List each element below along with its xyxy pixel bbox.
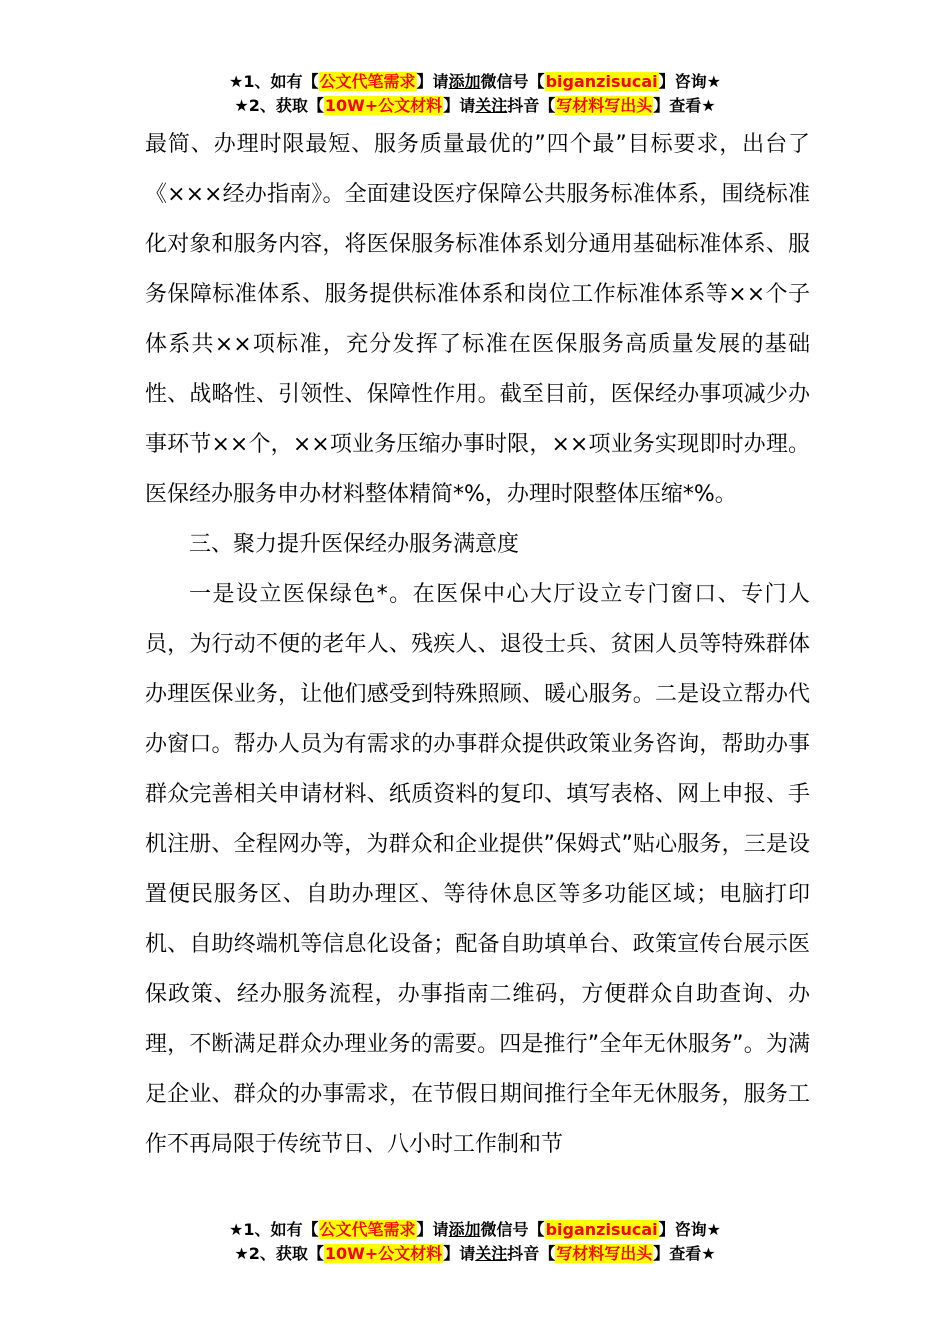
banner-line-1 xyxy=(0,1218,950,1242)
section-heading: 三、聚力提升医保经办服务满意度 xyxy=(189,532,520,557)
banner-text: 】请 xyxy=(416,72,449,91)
highlight-account: 写材料写出头 xyxy=(556,96,653,115)
banner-text: 】请 xyxy=(443,96,476,115)
header-banner xyxy=(0,70,950,118)
banner-line-2 xyxy=(0,1242,950,1266)
banner-text: 】请 xyxy=(443,1244,476,1263)
highlight-materials: 10W+公文材料 xyxy=(324,1244,443,1263)
highlight-account: 写材料写出头 xyxy=(556,1244,653,1263)
banner-emphasis: 关注 xyxy=(475,96,508,115)
banner-text: 抖音【 xyxy=(507,1244,556,1263)
banner-text: 抖音【 xyxy=(507,96,556,115)
banner-text: ★2、获取【 xyxy=(234,96,324,115)
footer-banner xyxy=(0,1218,950,1266)
banner-text: 】请 xyxy=(416,1220,449,1239)
banner-text: ★1、如有【 xyxy=(229,72,319,91)
document-body xyxy=(145,120,810,1170)
banner-emphasis: 关注 xyxy=(475,1244,508,1263)
banner-text: 】咨询★ xyxy=(658,72,721,91)
highlight-materials: 10W+公文材料 xyxy=(324,96,443,115)
highlight-service: 公文代笔需求 xyxy=(319,72,416,91)
highlight-wechat-id: biganzisucai xyxy=(545,72,658,91)
banner-text: ★2、获取【 xyxy=(234,1244,324,1263)
banner-text: 】查看★ xyxy=(653,96,716,115)
banner-text: 微信号【 xyxy=(480,1220,545,1239)
banner-line-2 xyxy=(0,94,950,118)
banner-line-1 xyxy=(0,70,950,94)
banner-emphasis: 添加 xyxy=(448,72,481,91)
body-paragraph: 最简、办理时限最短、服务质量最优的”四个最”目标要求，出台了《×××经办指南》。全面建设医疗保障公共服务标准体系，围绕标准化对象和服务内容，将医保服务标准体系划分通用基础标准体系、服务保障标准体系、服务提供标准体系和岗位工作标准体系等××个子体系共××项标准，充分发挥了标准在医保服务高质量发展的基础性、战略性、引领性、保障性作用。截至目前，医保经办事项减少办事环节××个，××项业务压缩办事时限，××项业务实现即时办理。医保经办服务申办材料整体精简*%，办理时限整体压缩*%。 xyxy=(145,132,810,507)
banner-emphasis: 添加 xyxy=(448,1220,481,1239)
banner-text: 微信号【 xyxy=(480,72,545,91)
highlight-service: 公文代笔需求 xyxy=(319,1220,416,1239)
highlight-wechat-id: biganzisucai xyxy=(545,1220,658,1239)
banner-text: 】查看★ xyxy=(653,1244,716,1263)
banner-text: ★1、如有【 xyxy=(229,1220,319,1239)
banner-text: 】咨询★ xyxy=(658,1220,721,1239)
body-paragraph: 一是设立医保绿色*。在医保中心大厅设立专门窗口、专门人员，为行动不便的老年人、残疾人、退役士兵、贫困人员等特殊群体办理医保业务，让他们感受到特殊照顾、暖心服务。二是设立帮办代办窗口。帮办人员为有需求的办事群众提供政策业务咨询，帮助办事群众完善相关申请材料、纸质资料的复印、填写表格、网上申报、手机注册、全程网办等，为群众和企业提供”保姆式”贴心服务，三是设置便民服务区、自助办理区、等待休息区等多功能区域；电脑打印机、自助终端机等信息化设备；配备自助填单台、政策宣传台展示医保政策、经办服务流程，办事指南二维码，方便群众自助查询、办理，不断满足群众办理业务的需要。四是推行”全年无休服务”。为满足企业、群众的办事需求，在节假日期间推行全年无休服务，服务工作不再局限于传统节日、八小时工作制和节 xyxy=(145,582,810,1157)
